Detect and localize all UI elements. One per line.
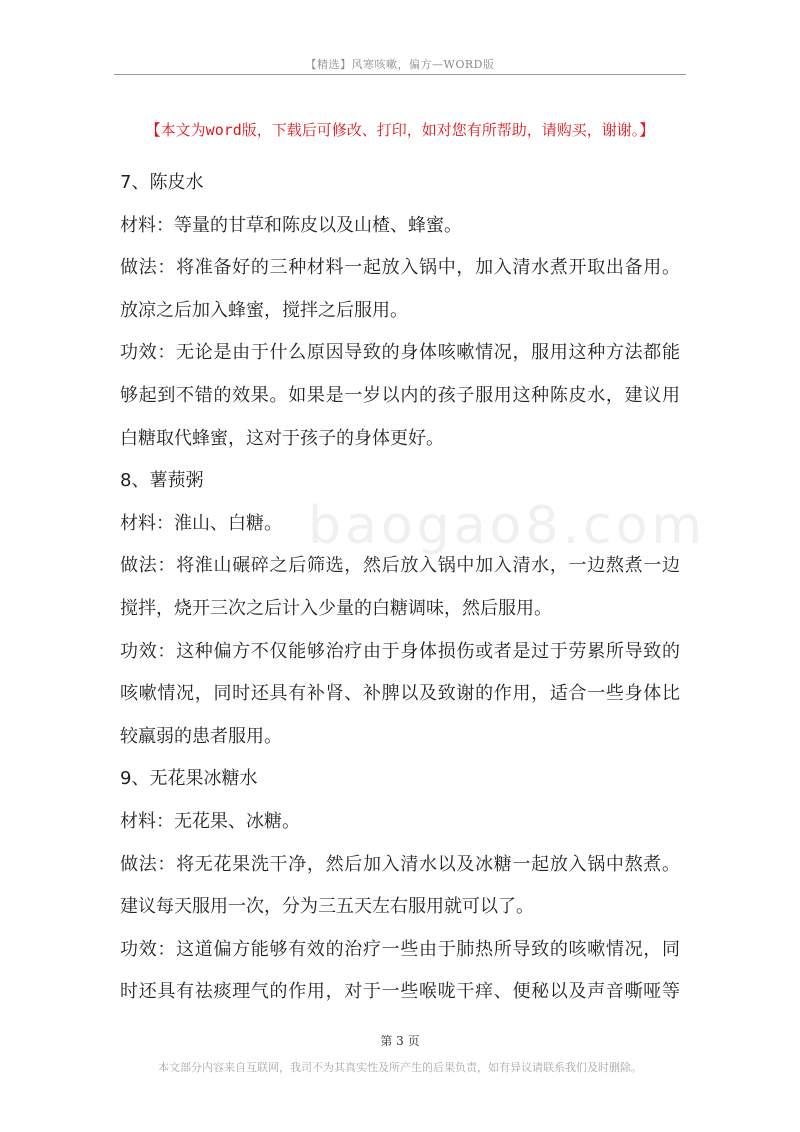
document-body — [120, 162, 680, 1014]
paragraph-line: 搅拌，烧开三次之后计入少量的白糖调味，然后服用。 — [120, 597, 552, 619]
paragraph-line: 时还具有祛痰理气的作用，对于一些喉咙干痒、便秘以及声音嘶哑等 — [120, 981, 680, 1003]
paragraph-line: 够起到不错的效果。如果是一岁以内的孩子服用这种陈皮水，建议用 — [120, 384, 680, 406]
page-header: 【精选】风寒咳嗽，偏方—WORD版 — [305, 58, 495, 71]
paragraph-line: 材料：无花果、冰糖。 — [120, 810, 300, 832]
page-number: 第 3 页 — [380, 1034, 420, 1048]
paragraph-line: 做法：将淮山碾碎之后筛选，然后放入锅中加入清水，一边熬煮一边 — [120, 555, 680, 577]
paragraph-line: 较羸弱的患者服用。 — [120, 725, 282, 747]
watermark: baogao8.com — [308, 496, 707, 556]
paragraph-line: 咳嗽情况，同时还具有补肾、补脾以及致谢的作用，适合一些身体比 — [120, 683, 680, 705]
section-heading-9: 9、无花果冰糖水 — [120, 768, 258, 790]
page-footer-disclaimer: 本文部分内容来自互联网，我司不为其真实性及所产生的后果负责，如有异议请联系我们及时删除。 — [158, 1061, 642, 1074]
paragraph-line: 建议每天服用一次，分为三五天左右服用就可以了。 — [120, 896, 534, 918]
paragraph-line: 白糖取代蜂蜜，这对于孩子的身体更好。 — [120, 427, 444, 449]
header-divider — [114, 74, 686, 75]
paragraph-line: 功效：这种偏方不仅能够治疗由于身体损伤或者是过于劳累所导致的 — [120, 640, 680, 662]
paragraph-line: 做法：将准备好的三种材料一起放入锅中，加入清水煮开取出备用。 — [120, 257, 680, 279]
section-heading-7: 7、陈皮水 — [120, 172, 204, 193]
paragraph-line: 做法：将无花果洗干净，然后加入清水以及冰糖一起放入锅中熬煮。 — [120, 853, 680, 875]
paragraph-line: 材料：淮山、白糖。 — [120, 512, 282, 534]
purchase-notice: 【本文为word版，下载后可修改、打印，如对您有所帮助，请购买，谢谢。】 — [145, 121, 655, 139]
paragraph-line: 放凉之后加入蜂蜜，搅拌之后服用。 — [120, 299, 408, 321]
paragraph-line: 功效：这道偏方能够有效的治疗一些由于肺热所导致的咳嗽情况，同 — [120, 938, 680, 960]
section-heading-8: 8、薯蓣粥 — [120, 470, 204, 492]
paragraph-line: 材料：等量的甘草和陈皮以及山楂、蜂蜜。 — [120, 214, 462, 236]
paragraph-line: 功效：无论是由于什么原因导致的身体咳嗽情况，服用这种方法都能 — [120, 342, 680, 364]
